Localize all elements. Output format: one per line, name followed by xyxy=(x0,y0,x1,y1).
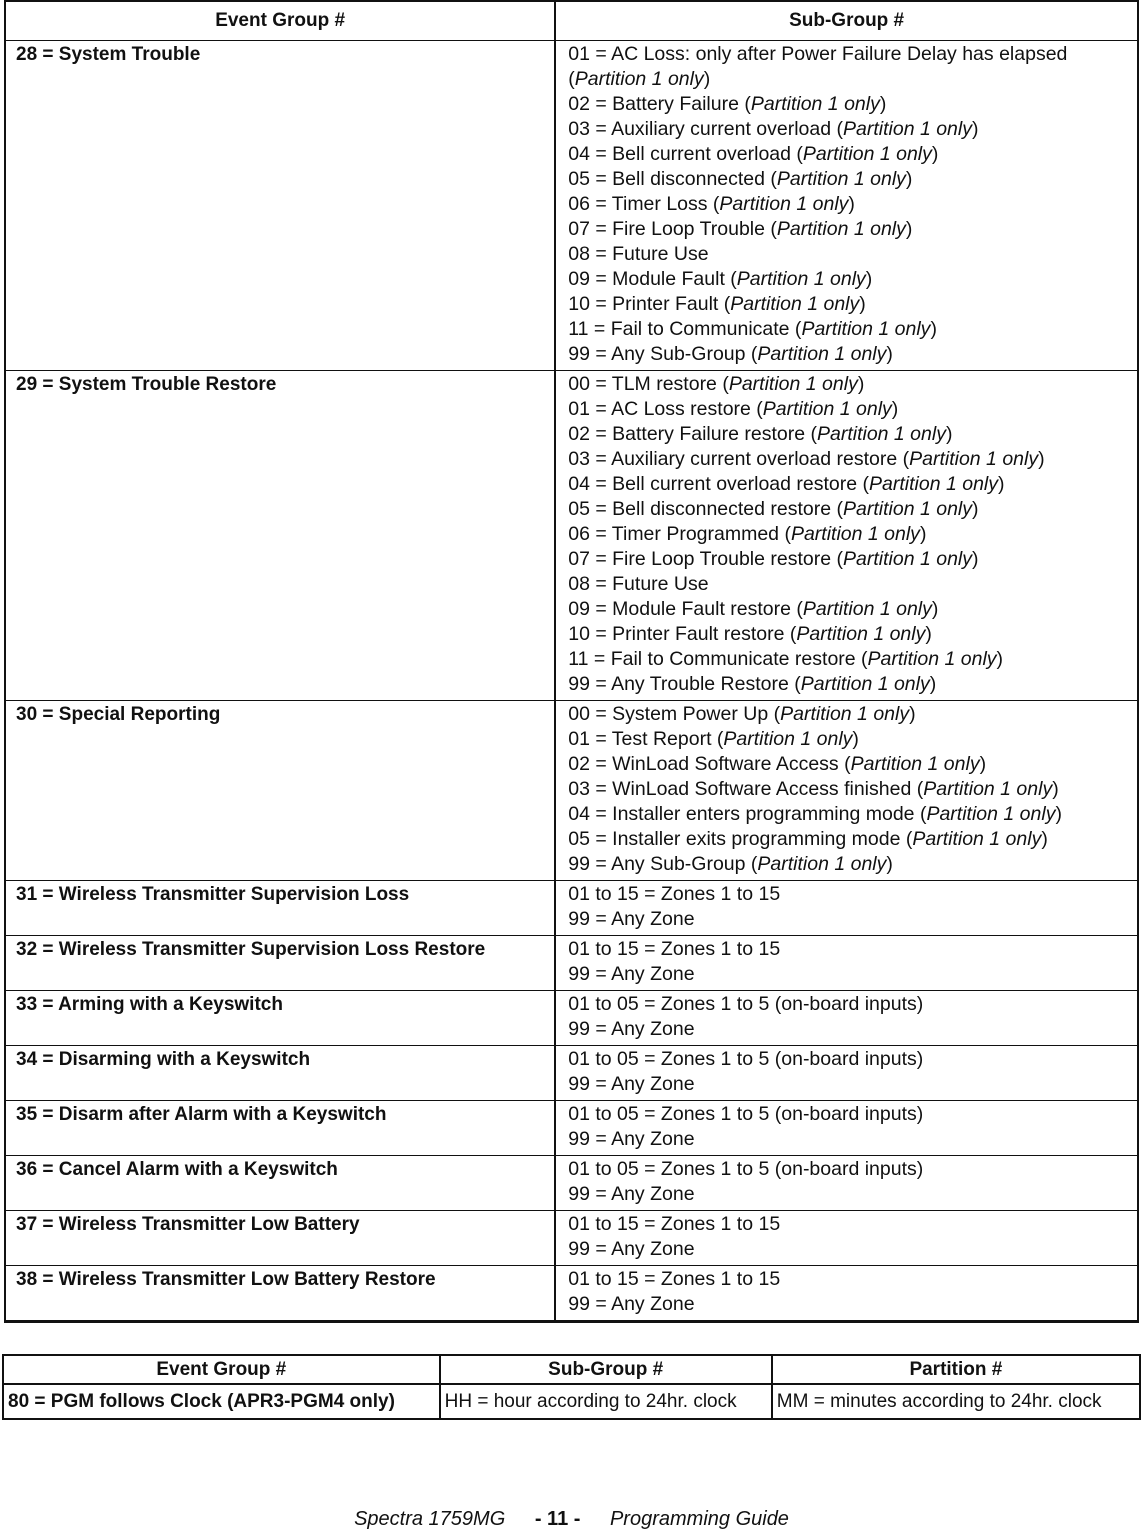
closing-paren: ) xyxy=(859,293,866,315)
sub-group-text: 01 to 15 = Zones 1 to 15 xyxy=(568,1268,781,1290)
sub-group-item xyxy=(568,572,1127,597)
closing-paren: ) xyxy=(865,268,873,290)
sub-group-item xyxy=(568,1102,1127,1127)
sub-group-text: 09 = Module Fault ( xyxy=(568,268,737,290)
sub-group-item xyxy=(568,1127,1127,1152)
sub-group-text: 99 = Any Zone xyxy=(568,1293,695,1315)
sub-group-item xyxy=(568,1017,1127,1042)
sub-group-item xyxy=(568,92,1127,117)
partition-note: Partition 1 only xyxy=(757,853,887,875)
partition-note: Partition 1 only xyxy=(912,828,1042,850)
sub-group-item xyxy=(568,647,1127,672)
sub-group-text: 99 = Any Zone xyxy=(568,1128,695,1150)
partition-note: Partition 1 only xyxy=(757,343,887,365)
sub-group-text: 99 = Any Zone xyxy=(568,1018,695,1040)
table-row xyxy=(3,1384,1140,1419)
sub-group-text: 04 = Installer enters programming mode ( xyxy=(568,803,927,825)
sub-group-item xyxy=(568,192,1127,217)
sub-group-text: 99 = Any Zone xyxy=(568,908,695,930)
sub-group-cell xyxy=(555,1156,1138,1211)
closing-paren: ) xyxy=(972,498,979,520)
sub-group-text: 11 = Fail to Communicate ( xyxy=(568,318,802,340)
sub-group-item xyxy=(568,547,1127,572)
sub-group-item xyxy=(568,67,1127,92)
sub-group-text: 03 = WinLoad Software Access finished ( xyxy=(568,778,924,800)
sub-group-text: 99 = Any Zone xyxy=(568,1238,695,1260)
event-group-cell: 80 = PGM follows Clock (APR3-PGM4 only) xyxy=(3,1384,440,1419)
sub-group-item xyxy=(568,522,1127,547)
event-group-header: Event Group # xyxy=(5,1,555,41)
event-group-header: Event Group # xyxy=(3,1355,440,1384)
event-group-cell: 29 = System Trouble Restore xyxy=(5,371,555,701)
sub-group-text: ( xyxy=(568,68,575,90)
table-header-row xyxy=(5,1,1138,41)
sub-group-text: 02 = WinLoad Software Access ( xyxy=(568,753,851,775)
sub-group-item xyxy=(568,827,1127,852)
sub-group-cell xyxy=(555,1266,1138,1322)
event-group-cell: 37 = Wireless Transmitter Low Battery xyxy=(5,1211,555,1266)
sub-group-text: 05 = Bell disconnected ( xyxy=(568,168,777,190)
partition-cell: MM = minutes according to 24hr. clock xyxy=(772,1384,1140,1419)
sub-group-text: 07 = Fire Loop Trouble ( xyxy=(568,218,777,240)
partition-note: Partition 1 only xyxy=(719,193,849,215)
closing-paren: ) xyxy=(919,523,927,545)
sub-group-item xyxy=(568,622,1127,647)
sub-group-item xyxy=(568,317,1127,342)
sub-group-cell: HH = hour according to 24hr. clock xyxy=(440,1384,772,1419)
sub-group-text: 00 = System Power Up ( xyxy=(568,703,781,725)
event-group-cell: 35 = Disarm after Alarm with a Keyswitch xyxy=(5,1101,555,1156)
partition-note: Partition 1 only xyxy=(923,778,1053,800)
partition-note: Partition 1 only xyxy=(843,548,973,570)
sub-group-item xyxy=(568,1047,1127,1072)
sub-group-text: 11 = Fail to Communicate restore ( xyxy=(568,648,868,670)
table-row xyxy=(5,881,1138,936)
partition-note: Partition 1 only xyxy=(800,673,930,695)
partition-note: Partition 1 only xyxy=(736,268,866,290)
sub-group-item xyxy=(568,1237,1127,1262)
partition-note: Partition 1 only xyxy=(843,118,972,140)
closing-paren: ) xyxy=(909,703,916,725)
closing-paren: ) xyxy=(1041,828,1048,850)
sub-group-text: 99 = Any Zone xyxy=(568,1073,695,1095)
sub-group-text: 07 = Fire Loop Trouble restore ( xyxy=(568,548,844,570)
sub-group-item xyxy=(568,672,1127,697)
partition-note: Partition 1 only xyxy=(776,218,906,240)
closing-paren: ) xyxy=(852,728,859,750)
sub-group-item xyxy=(568,1212,1127,1237)
sub-group-text: 08 = Future Use xyxy=(568,573,709,595)
closing-paren: ) xyxy=(886,853,893,875)
closing-paren: ) xyxy=(972,118,979,140)
table-row xyxy=(5,701,1138,881)
sub-group-text: 99 = Any Sub-Group ( xyxy=(568,853,758,875)
sub-group-text: 02 = Battery Failure ( xyxy=(568,93,751,115)
sub-group-item xyxy=(568,937,1127,962)
event-group-cell: 36 = Cancel Alarm with a Keyswitch xyxy=(5,1156,555,1211)
event-group-cell: 38 = Wireless Transmitter Low Battery Restore xyxy=(5,1266,555,1322)
table-row xyxy=(5,1101,1138,1156)
sub-group-text: 06 = Timer Programmed ( xyxy=(568,523,791,545)
partition-note: Partition 1 only xyxy=(850,753,980,775)
closing-paren: ) xyxy=(945,423,953,445)
closing-paren: ) xyxy=(931,143,939,165)
partition-note: Partition 1 only xyxy=(762,398,892,420)
closing-paren: ) xyxy=(930,318,937,340)
sub-group-text: 99 = Any Zone xyxy=(568,963,695,985)
sub-group-cell xyxy=(555,1046,1138,1101)
sub-group-item xyxy=(568,1267,1127,1292)
partition-note: Partition 1 only xyxy=(801,318,931,340)
sub-group-item xyxy=(568,992,1127,1017)
sub-group-header: Sub-Group # xyxy=(555,1,1138,41)
partition-note: Partition 1 only xyxy=(816,423,946,445)
partition-note: Partition 1 only xyxy=(750,93,880,115)
sub-group-cell xyxy=(555,1101,1138,1156)
sub-group-text: 04 = Bell current overload ( xyxy=(568,143,803,165)
sub-group-item xyxy=(568,777,1127,802)
sub-group-item xyxy=(568,167,1127,192)
partition-note: Partition 1 only xyxy=(802,598,932,620)
sub-group-text: 99 = Any Sub-Group ( xyxy=(568,343,758,365)
closing-paren: ) xyxy=(925,623,932,645)
sub-group-item xyxy=(568,142,1127,167)
partition-note: Partition 1 only xyxy=(790,523,920,545)
sub-group-text: 99 = Any Zone xyxy=(568,1183,695,1205)
closing-paren: ) xyxy=(905,218,913,240)
sub-group-item xyxy=(568,497,1127,522)
sub-group-item xyxy=(568,1182,1127,1207)
closing-paren: ) xyxy=(886,343,893,365)
event-group-cell: 33 = Arming with a Keyswitch xyxy=(5,991,555,1046)
closing-paren: ) xyxy=(1038,448,1045,470)
sub-group-item xyxy=(568,447,1127,472)
sub-group-item xyxy=(568,882,1127,907)
sub-group-text: 01 = Test Report ( xyxy=(568,728,724,750)
sub-group-text: 01 to 05 = Zones 1 to 5 (on-board inputs) xyxy=(568,1048,924,1070)
partition-note: Partition 1 only xyxy=(843,498,973,520)
sub-group-item xyxy=(568,1157,1127,1182)
table-row xyxy=(5,371,1138,701)
closing-paren: ) xyxy=(972,548,979,570)
closing-paren: ) xyxy=(905,168,913,190)
table-row xyxy=(5,1046,1138,1101)
sub-group-item xyxy=(568,597,1127,622)
sub-group-text: 01 = AC Loss: only after Power Failure Delay has elapsed xyxy=(568,43,1068,65)
partition-note: Partition 1 only xyxy=(869,473,999,495)
partition-note: Partition 1 only xyxy=(730,293,860,315)
sub-group-item xyxy=(568,802,1127,827)
closing-paren: ) xyxy=(1052,778,1059,800)
sub-group-item xyxy=(568,472,1127,497)
partition-note: Partition 1 only xyxy=(780,703,910,725)
partition-note: Partition 1 only xyxy=(802,143,932,165)
sub-group-item xyxy=(568,292,1127,317)
table-row xyxy=(5,1266,1138,1322)
sub-group-text: 06 = Timer Loss ( xyxy=(568,193,720,215)
sub-group-text: 00 = TLM restore ( xyxy=(568,373,729,395)
sub-group-cell xyxy=(555,1211,1138,1266)
sub-group-text: 01 to 05 = Zones 1 to 5 (on-board inputs) xyxy=(568,1103,924,1125)
sub-group-cell xyxy=(555,991,1138,1046)
sub-group-item xyxy=(568,117,1127,142)
partition-note: Partition 1 only xyxy=(909,448,1039,470)
table-row xyxy=(5,936,1138,991)
partition-note: Partition 1 only xyxy=(723,728,853,750)
event-group-cell: 34 = Disarming with a Keyswitch xyxy=(5,1046,555,1101)
sub-group-item xyxy=(568,752,1127,777)
closing-paren: ) xyxy=(929,673,937,695)
sub-group-text: 05 = Bell disconnected restore ( xyxy=(568,498,844,520)
sub-group-item xyxy=(568,702,1127,727)
closing-paren: ) xyxy=(703,68,711,90)
event-group-cell: 30 = Special Reporting xyxy=(5,701,555,881)
sub-group-item xyxy=(568,727,1127,752)
sub-group-text: 09 = Module Fault restore ( xyxy=(568,598,803,620)
table-row xyxy=(5,41,1138,371)
event-group-cell: 32 = Wireless Transmitter Supervision Loss Restore xyxy=(5,936,555,991)
table-row xyxy=(5,991,1138,1046)
sub-group-item xyxy=(568,242,1127,267)
closing-paren: ) xyxy=(998,473,1005,495)
sub-group-item xyxy=(568,1072,1127,1097)
footer-guide-title: Programming Guide xyxy=(609,1508,789,1530)
closing-paren: ) xyxy=(931,598,939,620)
sub-group-cell xyxy=(555,41,1138,371)
closing-paren: ) xyxy=(879,93,887,115)
sub-group-cell xyxy=(555,701,1138,881)
sub-group-cell xyxy=(555,936,1138,991)
sub-group-text: 01 to 05 = Zones 1 to 5 (on-board inputs) xyxy=(568,993,924,1015)
closing-paren: ) xyxy=(979,753,987,775)
sub-group-text: 04 = Bell current overload restore ( xyxy=(568,473,870,495)
sub-group-item xyxy=(568,342,1127,367)
page-footer xyxy=(0,1508,1143,1531)
sub-group-item xyxy=(568,907,1127,932)
sub-group-item xyxy=(568,372,1127,397)
sub-group-text: 03 = Auxiliary current overload ( xyxy=(568,118,843,140)
event-group-table xyxy=(4,0,1139,1323)
sub-group-text: 01 = AC Loss restore ( xyxy=(568,398,763,420)
sub-group-text: 99 = Any Trouble Restore ( xyxy=(568,673,801,695)
closing-paren: ) xyxy=(996,648,1004,670)
partition-note: Partition 1 only xyxy=(574,68,704,90)
sub-group-text: 03 = Auxiliary current overload restore ( xyxy=(568,448,910,470)
sub-group-text: 01 to 15 = Zones 1 to 15 xyxy=(568,938,781,960)
footer-page-number: - 11 - xyxy=(534,1508,581,1530)
sub-group-item xyxy=(568,1292,1127,1317)
event-group-cell: 31 = Wireless Transmitter Supervision Loss xyxy=(5,881,555,936)
partition-note: Partition 1 only xyxy=(796,623,926,645)
sub-group-text: 01 to 15 = Zones 1 to 15 xyxy=(568,1213,781,1235)
sub-group-text: 10 = Printer Fault ( xyxy=(568,293,731,315)
closing-paren: ) xyxy=(857,373,865,395)
sub-group-text: 10 = Printer Fault restore ( xyxy=(568,623,797,645)
closing-paren: ) xyxy=(848,193,855,215)
partition-header: Partition # xyxy=(772,1355,1140,1384)
footer-product: Spectra 1759MG xyxy=(354,1508,506,1530)
partition-note: Partition 1 only xyxy=(776,168,906,190)
event-group-cell: 28 = System Trouble xyxy=(5,41,555,371)
sub-group-item xyxy=(568,42,1127,67)
partition-note: Partition 1 only xyxy=(867,648,997,670)
table-body xyxy=(5,41,1138,1322)
sub-group-text: 02 = Battery Failure restore ( xyxy=(568,423,817,445)
closing-paren: ) xyxy=(1055,803,1062,825)
sub-group-item xyxy=(568,962,1127,987)
sub-group-cell xyxy=(555,371,1138,701)
pgm-clock-table xyxy=(2,1354,1141,1420)
sub-group-item xyxy=(568,852,1127,877)
sub-group-text: 01 to 05 = Zones 1 to 5 (on-board inputs) xyxy=(568,1158,924,1180)
sub-group-text: 01 to 15 = Zones 1 to 15 xyxy=(568,883,781,905)
sub-group-text: 08 = Future Use xyxy=(568,243,709,265)
partition-note: Partition 1 only xyxy=(728,373,858,395)
sub-group-item xyxy=(568,217,1127,242)
closing-paren: ) xyxy=(891,398,899,420)
sub-group-cell xyxy=(555,881,1138,936)
sub-group-header: Sub-Group # xyxy=(440,1355,772,1384)
sub-group-text: 05 = Installer exits programming mode ( xyxy=(568,828,913,850)
partition-note: Partition 1 only xyxy=(926,803,1056,825)
table-row xyxy=(5,1211,1138,1266)
table-header-row xyxy=(3,1355,1140,1384)
sub-group-item xyxy=(568,422,1127,447)
table-row xyxy=(5,1156,1138,1211)
sub-group-item xyxy=(568,267,1127,292)
sub-group-item xyxy=(568,397,1127,422)
